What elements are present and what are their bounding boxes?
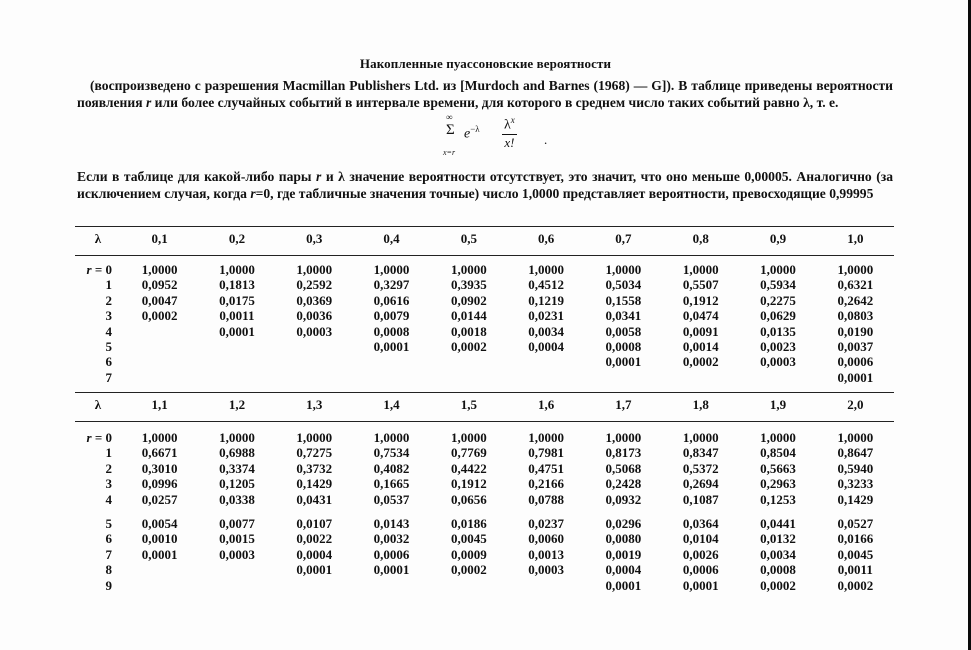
probability-cell: 0,0166 (837, 531, 874, 547)
probability-cell: 0,0002 (450, 562, 487, 578)
probability-cell: 0,0190 (837, 323, 874, 339)
lambda-value: 1,2 (228, 397, 246, 412)
probability-cell (739, 370, 816, 385)
probability-cell: 0,7769 (450, 445, 487, 461)
probability-cell (430, 370, 507, 385)
probability-cell: 0,0902 (450, 292, 487, 308)
probability-cell: 0,0011 (219, 308, 255, 324)
probability-cell: 0,0004 (528, 338, 564, 354)
probability-cell (276, 354, 353, 369)
probability-cell (276, 578, 353, 593)
probability-cell: 1,0000 (141, 430, 178, 445)
probability-cell: 0,0006 (837, 354, 874, 370)
probability-column (507, 262, 584, 385)
probability-cell: 0,1087 (682, 491, 719, 507)
r-value: 7 (105, 369, 112, 385)
page-title: Накопленные пуассоновские вероятности (359, 56, 612, 71)
r-index-column (75, 262, 121, 385)
probability-column (585, 262, 662, 385)
probability-cell: 1,0000 (605, 430, 642, 445)
lambda-header-row (75, 397, 894, 421)
probability-cell: 0,0001 (605, 354, 642, 370)
probability-cell: 0,0006 (682, 562, 719, 578)
probability-cell: 0,0023 (760, 338, 796, 354)
probability-cell: 0,5663 (760, 460, 796, 476)
probability-cell: 0,0037 (837, 338, 874, 354)
probability-cell: 0,0054 (141, 515, 178, 531)
probability-cell: 0,0008 (605, 338, 642, 354)
header-underline (75, 255, 894, 256)
probability-cell: 0,0369 (296, 292, 333, 308)
probability-cell: 0,0058 (605, 323, 642, 339)
probability-column (507, 430, 584, 593)
probability-cell: 0,5068 (605, 460, 642, 476)
probability-cell (507, 578, 584, 593)
probability-cell: 1,0000 (682, 430, 719, 445)
probability-column (430, 262, 507, 385)
probability-column (198, 262, 275, 385)
r-value: 4 (105, 491, 112, 507)
probability-cell: 0,0341 (605, 308, 642, 324)
probability-cell: 0,0143 (373, 515, 410, 531)
r-value: 7 (105, 546, 112, 562)
probability-cell: 0,0364 (682, 515, 719, 531)
probability-cell: 0,0135 (760, 323, 796, 339)
lambda-value: 0,1 (151, 231, 168, 246)
probability-cell: 1,0000 (528, 430, 564, 445)
probability-cell: 0,4751 (528, 460, 564, 476)
r-value: 2 (105, 292, 112, 308)
probability-column (121, 262, 198, 385)
probability-cell: 0,7981 (528, 445, 564, 461)
probability-cell: 0,0003 (296, 323, 333, 339)
probability-cell: 0,5934 (760, 277, 796, 293)
probability-cell: 0,0022 (296, 531, 333, 547)
probability-cell: 0,6988 (219, 445, 255, 461)
probability-cell: 0,0537 (373, 491, 410, 507)
probability-cell: 0,0079 (373, 308, 410, 324)
r-value: 6 (105, 531, 112, 547)
probability-cell: 0,0026 (682, 546, 719, 562)
probability-cell: 0,0629 (760, 308, 796, 324)
probability-cell: 0,1912 (450, 476, 487, 492)
probability-cell: 1,0000 (760, 430, 796, 445)
probability-cell: 0,8173 (605, 445, 642, 461)
lambda-value: 0,6 (538, 231, 555, 246)
table-top-rule (75, 392, 894, 393)
probability-cell: 0,0001 (141, 546, 178, 562)
probability-cell: 0,2275 (760, 292, 796, 308)
probability-cell: 0,0656 (450, 491, 487, 507)
probability-cell: 0,0175 (219, 292, 255, 308)
probability-column (198, 430, 275, 593)
probability-cell: 0,0001 (605, 577, 642, 593)
probability-cell: 0,0006 (373, 546, 410, 562)
probability-column (662, 262, 739, 385)
probability-cell: 0,2642 (837, 292, 874, 308)
probability-cell: 0,0001 (837, 369, 874, 385)
probability-column (276, 430, 353, 593)
probability-cell: 0,0008 (760, 562, 796, 578)
probability-cell: 0,0474 (682, 308, 719, 324)
probability-cell: 0,3935 (450, 277, 487, 293)
probability-column (739, 430, 816, 593)
probability-cell (430, 354, 507, 369)
lambda-value: 1,7 (615, 397, 632, 412)
lambda-value: 0,2 (228, 231, 246, 246)
probability-cell: 0,0002 (760, 577, 796, 593)
probability-cell (276, 370, 353, 385)
probability-cell: 0,2963 (760, 476, 796, 492)
probability-cell: 1,0000 (837, 430, 874, 445)
note-paragraph: Если в таблице для какой-либо пары r и λ значение вероятности отсутствует, это значит, что оно меньше 0,00005. Аналогично (за исключением случая, когда r=0, где табличные значения точные) число 1,0000 представляет вероятности, превосходящие 0,99995 (77, 169, 893, 201)
probability-cell (121, 562, 198, 577)
probability-cell: 0,0932 (605, 491, 642, 507)
probability-cell: 0,0009 (450, 546, 487, 562)
probability-cell: 0,0077 (219, 515, 255, 531)
probability-cell: 0,5034 (605, 277, 642, 293)
probability-cell (198, 578, 275, 593)
probability-cell: 0,0014 (682, 338, 719, 354)
probability-cell: 0,0036 (296, 308, 333, 324)
probability-cell: 0,0257 (141, 491, 178, 507)
probability-cell: 0,8504 (760, 445, 796, 461)
probability-cell: 1,0000 (450, 430, 487, 445)
probability-cell: 1,0000 (450, 262, 487, 277)
probability-cell: 0,0004 (296, 546, 333, 562)
probability-cell: 0,1205 (219, 476, 255, 492)
r-value: 5 (105, 515, 112, 531)
probability-cell: 0,0186 (450, 515, 487, 531)
probability-cell: 0,4512 (528, 277, 564, 293)
probability-cell: 0,3297 (373, 277, 410, 293)
probability-cell: 0,6671 (141, 445, 178, 461)
probability-column (662, 430, 739, 593)
lambda-value: 0,5 (460, 231, 477, 246)
probability-cell: 0,3374 (219, 460, 255, 476)
probability-cell: 0,0788 (528, 491, 564, 507)
probability-cell: 1,0000 (219, 262, 255, 277)
probability-cell: 0,5940 (837, 460, 874, 476)
probability-cell: 0,5507 (682, 277, 719, 293)
r-value: 9 (105, 577, 112, 593)
probability-cell: 0,0080 (605, 531, 642, 547)
probability-cell (353, 578, 430, 593)
probability-rows (75, 430, 894, 593)
lambda-value: 2,0 (847, 397, 864, 412)
lambda-label: λ (94, 397, 102, 412)
probability-cell: 0,1253 (760, 491, 796, 507)
probability-cell: 0,1219 (528, 292, 564, 308)
probability-cell: 0,1558 (605, 292, 642, 308)
probability-cell (662, 370, 739, 385)
probability-cell (507, 370, 584, 385)
probability-cell: 0,0803 (837, 308, 874, 324)
probability-cell: 1,0000 (373, 430, 410, 445)
probability-cell (121, 354, 198, 369)
header-underline (75, 421, 894, 422)
r-value: r = 0 (86, 262, 112, 277)
probability-cell: 0,3010 (141, 460, 178, 476)
probability-cell: 0,2428 (605, 476, 642, 492)
probability-cell: 1,0000 (760, 262, 796, 277)
probability-cell: 0,0001 (682, 577, 719, 593)
probability-column (430, 430, 507, 593)
probability-cell: 0,0019 (605, 546, 642, 562)
probability-column (817, 262, 894, 385)
probability-cell: 0,2166 (528, 476, 564, 492)
probability-cell: 0,0002 (141, 308, 178, 324)
probability-cell: 0,0032 (373, 531, 410, 547)
probability-cell: 0,0045 (450, 531, 487, 547)
probability-column (276, 262, 353, 385)
r-value: 3 (105, 476, 112, 492)
probability-cell: 0,0003 (528, 562, 564, 578)
probability-cell: 0,8647 (837, 445, 874, 461)
probability-cell: 0,0004 (605, 562, 642, 578)
probability-cell: 0,0002 (450, 338, 487, 354)
r-value: 6 (105, 354, 112, 370)
probability-cell: 0,2592 (296, 277, 333, 293)
lambda-value: 1,5 (460, 397, 477, 412)
probability-cell (430, 578, 507, 593)
lambda-value: 1,4 (383, 397, 400, 412)
probability-cell: 0,0527 (837, 515, 874, 531)
probability-cell (121, 324, 198, 339)
probability-column (353, 430, 430, 593)
probability-cell: 0,0441 (760, 515, 796, 531)
lambda-value: 0,7 (615, 231, 632, 246)
probability-column (739, 262, 816, 385)
probability-cell: 0,0011 (837, 562, 873, 578)
lambda-value: 0,3 (306, 231, 323, 246)
probability-cell: 0,0060 (528, 531, 564, 547)
probability-cell: 0,3732 (296, 460, 333, 476)
probability-cell: 1,0000 (219, 430, 255, 445)
probability-cell: 0,0616 (373, 292, 410, 308)
r-value: 1 (105, 445, 112, 461)
lambda-value: 0,9 (769, 231, 787, 246)
lambda-header-row (75, 231, 894, 255)
probability-cell: 0,6321 (837, 277, 874, 293)
probability-cell: 0,0107 (296, 515, 333, 531)
probability-cell: 0,0045 (837, 546, 874, 562)
probability-cell: 0,0001 (373, 562, 410, 578)
probability-cell (507, 354, 584, 369)
probability-cell: 1,0000 (373, 262, 410, 277)
r-value: 1 (105, 277, 112, 293)
probability-cell: 0,0231 (528, 308, 564, 324)
probability-cell: 0,0001 (296, 562, 333, 578)
probability-cell: 0,0144 (450, 308, 487, 324)
lambda-value: 1,0 (847, 231, 864, 246)
probability-cell: 0,7275 (296, 445, 333, 461)
probability-cell: 0,0003 (219, 546, 255, 562)
r-index-column (75, 430, 121, 593)
probability-cell: 0,0034 (760, 546, 796, 562)
lambda-value: 1,1 (151, 397, 168, 412)
probability-cell (198, 354, 275, 369)
r-value: 4 (105, 323, 112, 339)
probability-cell: 0,0132 (760, 531, 796, 547)
probability-cell (353, 370, 430, 385)
probability-cell: 0,0996 (141, 476, 178, 492)
probability-cell (198, 370, 275, 385)
lambda-value: 0,8 (692, 231, 709, 246)
probability-cell: 0,2694 (682, 476, 719, 492)
probability-cell: 0,0001 (219, 323, 255, 339)
lambda-value: 1,8 (692, 397, 709, 412)
probability-cell: 1,0000 (528, 262, 564, 277)
poisson-sum-formula: ∞ Σ x=r $e^{-\lambda}$ $\frac{\lambda^x}{x!}$ . (443, 112, 548, 157)
probability-cell: 0,0237 (528, 515, 564, 531)
probability-cell: 1,0000 (682, 262, 719, 277)
probability-cell: 0,0013 (528, 546, 564, 562)
probability-cell: 1,0000 (141, 262, 178, 277)
lambda-value: 0,4 (383, 231, 400, 246)
intro-paragraph: (воспроизведено с разрешения Macmillan Publishers Ltd. из [Murdoch and Barnes (1968) — G]). В таблице приведены вероятности появления r или более случайных событий в интервале времени, для которого в среднем число таких событий равно λ, т. е. (77, 78, 893, 110)
probability-rows (75, 262, 894, 385)
probability-cell: 0,0338 (219, 491, 255, 507)
probability-cell: 0,0091 (682, 323, 719, 339)
probability-cell (353, 354, 430, 369)
table-top-rule (75, 226, 894, 227)
probability-cell: 0,1429 (837, 491, 874, 507)
probability-column (121, 430, 198, 593)
probability-cell: 1,0000 (837, 262, 874, 277)
r-value: 3 (105, 308, 112, 324)
probability-cell: 0,4082 (373, 460, 410, 476)
probability-cell: 0,0015 (219, 531, 255, 547)
probability-cell: 1,0000 (296, 430, 333, 445)
lambda-label: λ (94, 231, 102, 246)
probability-cell: 1,0000 (605, 262, 642, 277)
probability-cell: 0,0002 (682, 354, 719, 370)
r-value: 5 (105, 338, 112, 354)
probability-cell: 0,0008 (373, 323, 410, 339)
r-value: r = 0 (86, 430, 112, 445)
lambda-value: 1,9 (769, 397, 787, 412)
probability-cell: 0,0034 (528, 323, 564, 339)
probability-cell (198, 339, 275, 354)
probability-cell: 0,0952 (141, 277, 178, 293)
probability-cell: 0,1665 (373, 476, 410, 492)
probability-cell: 0,0296 (605, 515, 642, 531)
probability-cell: 0,0018 (450, 323, 487, 339)
probability-cell (121, 370, 198, 385)
probability-cell (276, 339, 353, 354)
probability-cell: 0,8347 (682, 445, 719, 461)
probability-cell (121, 578, 198, 593)
probability-cell (198, 562, 275, 577)
probability-column (353, 262, 430, 385)
probability-cell: 0,1813 (219, 277, 255, 293)
probability-cell: 0,3233 (837, 476, 874, 492)
probability-cell: 0,4422 (450, 460, 487, 476)
r-value: 2 (105, 460, 112, 476)
r-value: 8 (105, 562, 112, 578)
probability-cell: 0,0104 (682, 531, 719, 547)
probability-column (817, 430, 894, 593)
probability-cell: 0,0047 (141, 292, 178, 308)
probability-cell: 0,1429 (296, 476, 333, 492)
probability-cell: 0,0002 (837, 577, 874, 593)
lambda-value: 1,6 (538, 397, 555, 412)
probability-cell: 0,7534 (373, 445, 410, 461)
probability-cell: 1,0000 (296, 262, 333, 277)
lambda-value: 1,3 (306, 397, 323, 412)
probability-cell (585, 370, 662, 385)
probability-cell: 0,0003 (760, 354, 796, 370)
probability-column (585, 430, 662, 593)
probability-cell: 0,0431 (296, 491, 333, 507)
probability-cell: 0,0010 (141, 531, 178, 547)
probability-cell: 0,1912 (682, 292, 719, 308)
probability-cell (121, 339, 198, 354)
probability-cell: 0,5372 (682, 460, 719, 476)
probability-cell: 0,0001 (373, 338, 410, 354)
